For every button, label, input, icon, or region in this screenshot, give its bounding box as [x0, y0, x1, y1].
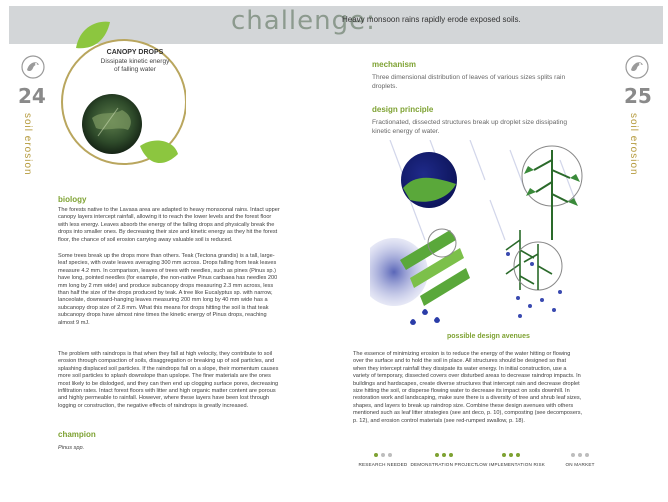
- challenge-label: challenge:: [231, 6, 376, 36]
- biology-paragraph-2: Some trees break up the drops more than others. Teak (Tectona grandis) is a tall, large- leaf species, with ovate leaves averaging 300 mm across. Drops falling from teak leaves measure 4.2 mm. In comparison, leaves of trees with needles, such as pines (Pinus sp.) have long, pointed needles (for example, the non-native Pinus caribaea has needles 200 mm long by 2 mm wide) and produce subcanopy drops measuring 2.3 mm across, less than half the size of the drops produced by teak. A tree like Eucalyptus sp. with narrow, lanceolate, downward-hanging leaves measuring 200 mm long by 40 mm wide has a subcanopy drop size of 2.8 mm. What this means for drops hitting the soil is that teak subcanopy drops have almost nine times the kinetic energy of Pinus drops, reaching almost 9 mJ.: [58, 253, 278, 326]
- rating-dot: [578, 453, 582, 457]
- canopy-emblem: [58, 18, 186, 188]
- biology-paragraph-3: The problem with raindrops is that when they fall at high velocity, they contribute to soil erosion through compaction of soils, disaggregation or breaking up of soil particles, and splashing displaced soil particles. If the raindrops fall on a slope, their momentum causes more soil particles to splash downslope than upslope. The finer materials are the ones most likely to be dislodged, and they can then end up clogging surface pores, decreasing infiltration rates. Intact forest floors with litter and high organic matter content are porous and highly permeable to rainfall. However, where these layers have been lost through logging or construction, the negative effects of raindrops is greatly increased.: [58, 351, 279, 409]
- challenge-statement: Heavy monsoon rains rapidly erode exposed soils.: [342, 15, 521, 24]
- rating-dot: [502, 453, 506, 457]
- page-number-right: 25: [624, 84, 652, 108]
- rating-dot: [571, 453, 575, 457]
- mechanism-heading: mechanism: [372, 60, 417, 69]
- biology-paragraph-1: The forests native to the Lavasa area are adapted to heavy monsoonal rains. Intact upper canopy layers intercept rainfall, allowing it to reach the lower levels and the forest floor with less energy. Leaves absorb the energy of the falling drops and physically break the drops into smaller ones. By decreasing their size and kinetic energy as they hit the forest floor, the chance of soil erosion carrying away valuable soil is reduced.: [58, 207, 280, 243]
- design-avenues-text: The essence of minimizing erosion is to reduce the energy of the water hitting or flowing over the surface and to hold the soil in place. All structures should be designed so that when they intercept rainfall they dissipate its water energy. In initial construction, use a variety of temporary, dissected covers over disturbed areas to decrease raindrop impacts. In buildings and hardscapes, create diverse structures that intercept rain and decrease droplet size hitting the soil, or disperse flowing water to decrease its impact on soils downhill. In restoration work and landscaping, make sure there is a diversity of tree and shrub leaf sizes, shapes, and layers to break up raindrop size. Combine these design avenues with others mentioned such as leaf litter strategies (see ant deco, p. 10), composting (see decomposers, p. 12), and erosion control materials (see red-rumped swallow, p. 18).: [353, 351, 583, 424]
- rating-dot: [516, 453, 520, 457]
- animal-emblem-icon: [624, 54, 650, 80]
- champion-heading: champion: [58, 430, 96, 439]
- champion-text: Pinus spp.: [58, 445, 85, 451]
- biology-heading: biology: [58, 195, 87, 204]
- side-title-right: soil erosion: [628, 113, 639, 176]
- canopy-subtitle-line: of falling water: [114, 66, 156, 73]
- mechanism-text: Three dimensional distribution of leaves of various sizes splits rain droplets.: [372, 74, 566, 90]
- rating-dot: [509, 453, 513, 457]
- rating-dot: [374, 453, 378, 457]
- canopy-subtitle: [92, 58, 178, 74]
- rating-dot: [388, 453, 392, 457]
- animal-emblem-icon: [20, 54, 46, 80]
- design-avenues-heading: possible design avenues: [447, 333, 530, 340]
- canopy-subtitle-line: Dissipate kinetic energy: [100, 58, 170, 65]
- rating-dot: [381, 453, 385, 457]
- design-principle-heading: design principle: [372, 105, 434, 114]
- design-principle-text: Fractionated, dissected structures break up droplet size dissipating kinetic energy of water.: [372, 119, 567, 135]
- rating-dot: [449, 453, 453, 457]
- rating-dot: [442, 453, 446, 457]
- page-number-left: 24: [18, 84, 46, 108]
- rating-label: ON MARKET: [565, 462, 595, 467]
- rain-leaf-illustration: [370, 140, 610, 330]
- canopy-title: CANOPY DROPS: [106, 49, 164, 56]
- rating-dot: [585, 453, 589, 457]
- rating-dot: [435, 453, 439, 457]
- rating-label: RESEARCH NEEDED: [358, 462, 408, 467]
- side-title-left: soil erosion: [22, 113, 33, 176]
- rating-label: DEMONSTRATION PROJECT: [410, 462, 478, 467]
- rating-label: LOW IMPLEMENTATION RISK: [476, 462, 545, 467]
